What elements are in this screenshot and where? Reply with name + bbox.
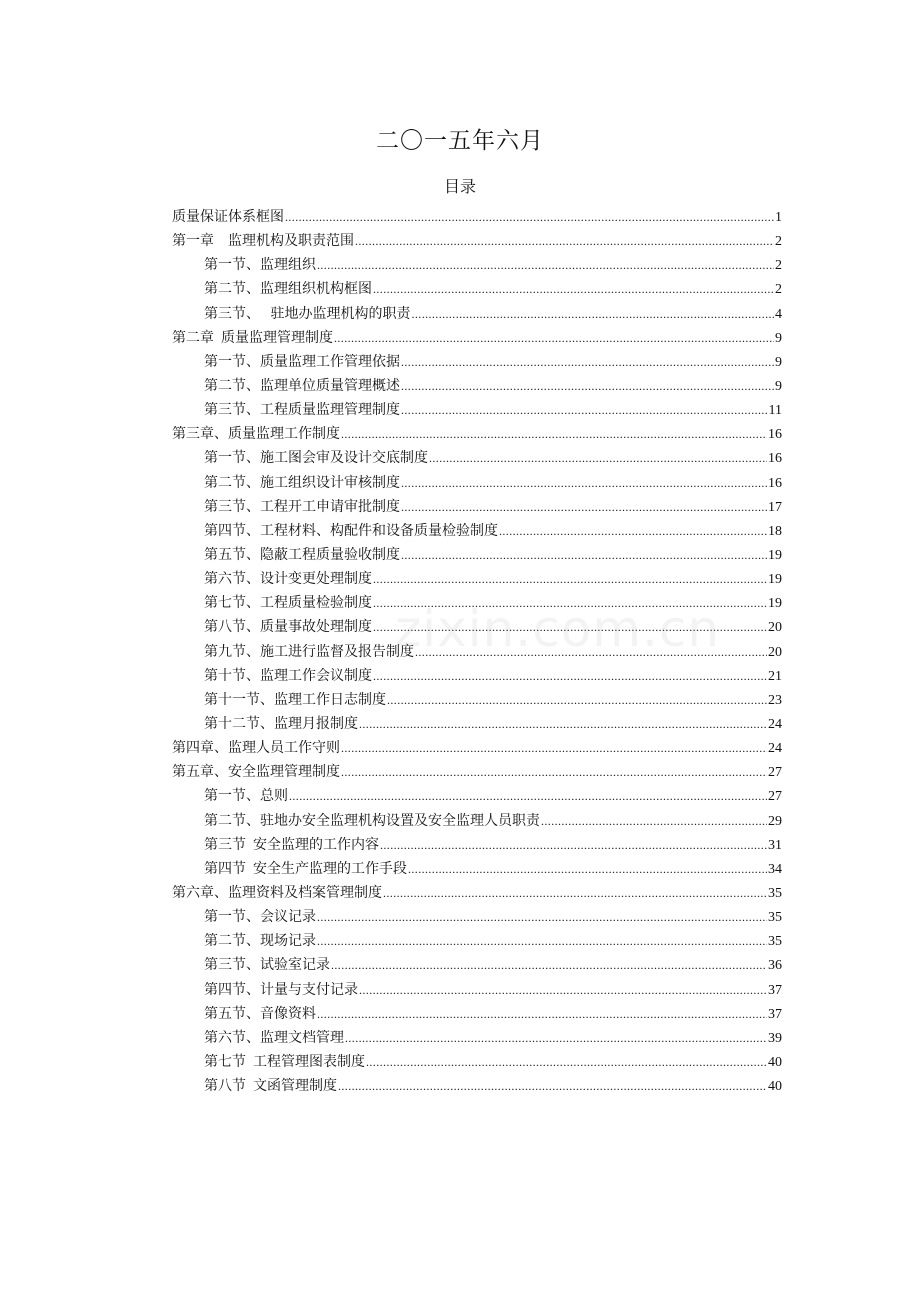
toc-dot-leader — [345, 1026, 767, 1050]
toc-page-number: 2 — [775, 258, 782, 274]
toc-page-number: 18 — [768, 523, 782, 539]
toc-entry-title: 第一节、质量监理工作管理依据 — [204, 354, 400, 370]
toc-section-entry[interactable] — [172, 784, 782, 808]
toc-dot-leader — [387, 688, 767, 712]
toc-page-number: 23 — [768, 692, 782, 708]
toc-page-number: 24 — [768, 741, 782, 757]
toc-section-entry[interactable] — [172, 374, 782, 398]
toc-entry-title: 第二章 质量监理管理制度 — [172, 330, 333, 346]
toc-entry-title: 第八节 文函管理制度 — [204, 1079, 337, 1095]
toc-chapter-entry[interactable] — [172, 229, 782, 253]
toc-dot-leader — [359, 978, 767, 1002]
toc-entry-title: 第三节、 驻地办监理机构的职责 — [204, 306, 411, 322]
toc-section-entry[interactable] — [172, 350, 782, 374]
toc-page-number: 4 — [775, 306, 782, 322]
toc-entry-title: 质量保证体系框图 — [172, 210, 284, 225]
toc-page-number: 21 — [768, 668, 782, 684]
toc-entry-title: 第二节、现场记录 — [204, 934, 316, 950]
toc-dot-leader — [341, 422, 767, 446]
toc-dot-leader — [412, 302, 775, 326]
toc-page-number: 19 — [768, 572, 782, 588]
toc-page-number: 37 — [768, 1006, 782, 1022]
toc-dot-leader — [408, 857, 767, 881]
toc-entry-title: 第五节、音像资料 — [204, 1006, 316, 1022]
toc-dot-leader — [366, 1050, 767, 1074]
toc-dot-leader — [380, 833, 767, 857]
toc-section-entry[interactable] — [172, 905, 782, 929]
toc-section-entry[interactable] — [172, 809, 782, 833]
toc-dot-leader — [401, 495, 767, 519]
toc-entry-title: 第四节、计量与支付记录 — [204, 982, 358, 998]
toc-page-number: 2 — [775, 282, 782, 298]
toc-dot-leader — [401, 398, 768, 422]
toc-chapter-entry[interactable] — [172, 881, 782, 905]
toc-dot-leader — [499, 519, 767, 543]
toc-entry-title: 第九节、施工进行监督及报告制度 — [204, 644, 414, 660]
toc-page-number: 16 — [768, 451, 782, 467]
toc-page-number: 35 — [768, 885, 782, 901]
toc-entry-title: 第六章、监理资料及档案管理制度 — [172, 885, 382, 901]
toc-chapter-entry[interactable] — [172, 422, 782, 446]
toc-dot-leader — [289, 784, 767, 808]
toc-entry-title: 第三章、质量监理工作制度 — [172, 427, 340, 443]
toc-entry-title: 第六节、设计变更处理制度 — [204, 572, 372, 588]
toc-page-number: 20 — [768, 620, 782, 636]
toc-page-number: 9 — [775, 330, 782, 346]
toc-section-entry[interactable] — [172, 1026, 782, 1050]
toc-dot-leader — [401, 350, 774, 374]
toc-page-number: 17 — [768, 499, 782, 515]
toc-entry-title: 第三节、工程质量监理管理制度 — [204, 403, 400, 419]
toc-dot-leader — [415, 640, 767, 664]
toc-page-number: 19 — [768, 596, 782, 612]
toc-dot-leader — [341, 760, 767, 784]
toc-page-number: 9 — [775, 354, 782, 370]
toc-page-number: 31 — [768, 837, 782, 853]
toc-dot-leader — [331, 953, 767, 977]
toc-section-entry[interactable] — [172, 953, 782, 977]
toc-dot-leader — [541, 809, 767, 833]
toc-page-number: 11 — [768, 403, 782, 419]
toc-section-entry[interactable] — [172, 1002, 782, 1026]
toc-entry-title: 第四章、监理人员工作守则 — [172, 741, 340, 757]
toc-title: 目录 — [443, 179, 476, 196]
toc-section-entry[interactable] — [172, 833, 782, 857]
toc-dot-leader — [383, 881, 767, 905]
toc-entry-title: 第四节、工程材料、构配件和设备质量检验制度 — [204, 523, 498, 539]
toc-entry-title: 第一节、总则 — [204, 789, 288, 805]
toc-dot-leader — [317, 905, 767, 929]
toc-section-entry[interactable] — [172, 857, 782, 881]
toc-page-number: 16 — [768, 475, 782, 491]
toc-dot-leader — [341, 736, 767, 760]
toc-dot-leader — [401, 471, 767, 495]
toc-entry-title: 第七节 工程管理图表制度 — [204, 1054, 365, 1070]
toc-page-number: 40 — [768, 1079, 782, 1095]
toc-chapter-entry[interactable] — [172, 760, 782, 784]
toc-dot-leader — [285, 205, 774, 229]
toc-page-number: 35 — [768, 910, 782, 926]
toc-page-number: 9 — [775, 378, 782, 394]
toc-page-number: 27 — [768, 765, 782, 781]
toc-dot-leader — [317, 929, 767, 953]
toc-entry-title: 第七节、工程质量检验制度 — [204, 596, 372, 612]
toc-entry-title: 第三节、工程开工申请审批制度 — [204, 499, 400, 515]
toc-page-number: 35 — [768, 934, 782, 950]
toc-section-entry[interactable] — [172, 471, 782, 495]
toc-page-number: 37 — [768, 982, 782, 998]
toc-entry-title: 第八节、质量事故处理制度 — [204, 620, 372, 636]
toc-section-entry[interactable] — [172, 277, 782, 301]
toc-section-entry[interactable] — [172, 664, 782, 688]
toc-entry-title: 第四节 安全生产监理的工作手段 — [204, 861, 407, 877]
toc-section-entry[interactable] — [172, 688, 782, 712]
toc-entry-title: 第二节、施工组织设计审核制度 — [204, 475, 400, 491]
toc-page-number: 19 — [768, 547, 782, 563]
toc-chapter-entry[interactable] — [172, 326, 782, 350]
toc-page-number: 36 — [768, 958, 782, 974]
toc-entry-title: 第一章 监理机构及职责范围 — [172, 234, 354, 250]
toc-section-entry[interactable] — [172, 519, 782, 543]
toc-chapter-entry[interactable] — [172, 736, 782, 760]
toc-dot-leader — [359, 712, 767, 736]
toc-entry-title: 第十一节、监理工作日志制度 — [204, 692, 386, 708]
toc-entry-title: 第一节、施工图会审及设计交底制度 — [204, 451, 428, 467]
toc-dot-leader — [401, 543, 767, 567]
toc-dot-leader — [317, 253, 774, 277]
toc-section-entry[interactable] — [172, 712, 782, 736]
watermark: zixin.com.cn — [395, 600, 721, 658]
toc-section-entry[interactable] — [172, 253, 782, 277]
table-of-contents — [172, 205, 782, 1098]
toc-entry-title: 第三节 安全监理的工作内容 — [204, 837, 379, 853]
toc-page-number: 27 — [768, 789, 782, 805]
toc-entry-title: 第六节、监理文档管理 — [204, 1030, 344, 1046]
toc-entry-title: 第三节、试验室记录 — [204, 958, 330, 974]
toc-section-entry[interactable] — [172, 978, 782, 1002]
toc-page-number: 24 — [768, 716, 782, 732]
toc-dot-leader — [373, 615, 767, 639]
toc-entry-title: 第十节、监理工作会议制度 — [204, 668, 372, 684]
toc-page-number: 1 — [775, 210, 782, 225]
toc-page-number: 2 — [775, 234, 782, 250]
toc-section-entry[interactable] — [172, 446, 782, 470]
toc-page-number: 34 — [768, 861, 782, 877]
toc-section-entry[interactable] — [172, 567, 782, 591]
toc-dot-leader — [373, 567, 767, 591]
toc-dot-leader — [401, 374, 774, 398]
toc-dot-leader — [373, 277, 774, 301]
toc-page-number: 39 — [768, 1030, 782, 1046]
toc-section-entry[interactable] — [172, 591, 782, 615]
toc-section-entry[interactable] — [172, 615, 782, 639]
toc-dot-leader — [334, 326, 774, 350]
toc-page-number: 16 — [768, 427, 782, 443]
toc-dot-leader — [429, 446, 767, 470]
toc-section-entry[interactable] — [172, 1050, 782, 1074]
toc-page-number: 40 — [768, 1054, 782, 1070]
toc-entry-title: 第五节、隐蔽工程质量验收制度 — [204, 547, 400, 563]
toc-section-entry[interactable] — [172, 302, 782, 326]
toc-entry-title: 第二节、监理组织机构框图 — [204, 282, 372, 298]
toc-dot-leader — [338, 1074, 767, 1098]
toc-section-entry[interactable] — [172, 640, 782, 664]
toc-dot-leader — [355, 229, 774, 253]
date-title: 二〇一五年六月 — [376, 128, 544, 154]
toc-page-number: 20 — [768, 644, 782, 660]
toc-section-entry[interactable] — [172, 495, 782, 519]
toc-entry-title: 第二节、监理单位质量管理概述 — [204, 378, 400, 394]
toc-chapter-entry[interactable] — [172, 205, 782, 229]
toc-dot-leader — [317, 1002, 767, 1026]
toc-dot-leader — [373, 591, 767, 615]
toc-section-entry[interactable] — [172, 543, 782, 567]
toc-entry-title: 第二节、驻地办安全监理机构设置及安全监理人员职责 — [204, 813, 540, 829]
toc-entry-title: 第一节、监理组织 — [204, 258, 316, 274]
toc-section-entry[interactable] — [172, 1074, 782, 1098]
toc-entry-title: 第五章、安全监理管理制度 — [172, 765, 340, 781]
toc-section-entry[interactable] — [172, 398, 782, 422]
toc-entry-title: 第一节、会议记录 — [204, 910, 316, 926]
toc-page-number: 29 — [768, 813, 782, 829]
toc-dot-leader — [373, 664, 767, 688]
toc-entry-title: 第十二节、监理月报制度 — [204, 716, 358, 732]
toc-section-entry[interactable] — [172, 929, 782, 953]
